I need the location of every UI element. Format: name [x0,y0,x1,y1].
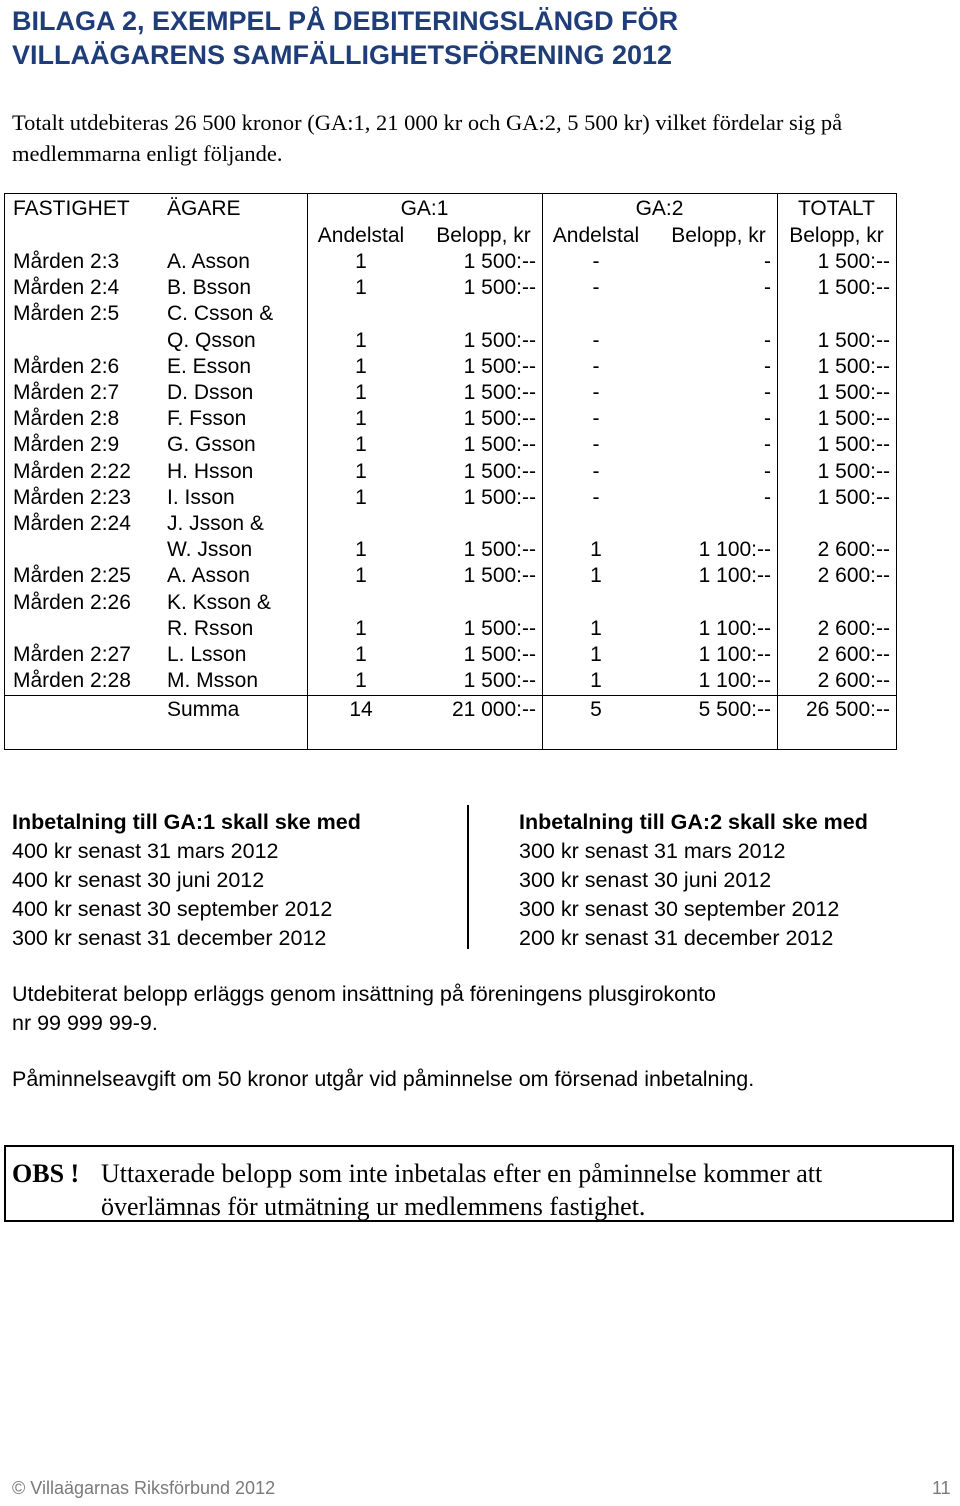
cell-andelstal-ga1: 1 [355,354,367,378]
cell-belopp-ga1: 1 500:-- [463,669,536,693]
cell-total: 1 500:-- [817,381,890,404]
payment-ga1-line: 400 kr senast 31 mars 2012 [12,839,279,863]
sum-total: 26 500:-- [805,698,890,721]
cell-belopp-ga2: - [764,250,771,273]
cell-fastighet: Mården 2:22 [13,459,131,483]
sum-andelstal-ga1: 14 [349,698,373,721]
cell-andelstal-ga2: - [592,381,600,404]
subheader-belopp-ga2: Belopp, kr [671,224,766,247]
subheader-andelstal-ga1: Andelstal [317,224,405,247]
cell-andelstal-ga2: - [592,485,600,509]
header-ga2: GA:2 [635,197,684,220]
cell-total: 2 600:-- [817,669,890,693]
cell-andelstal-ga1: 1 [355,643,367,666]
cell-agare: M. Msson [167,669,259,693]
cell-belopp-ga1: 1 500:-- [463,538,536,562]
cell-andelstal-ga2: 1 [590,564,602,588]
footer-copyright: © Villaägarnas Riksförbund 2012 [12,1478,276,1498]
cell-fastighet: Mården 2:9 [13,433,120,457]
cell-total: 1 500:-- [817,459,890,483]
cell-agare: G. Gsson [167,433,256,457]
title-line-2: VILLAÄGARENS SAMFÄLLIGHETSFÖRENING 2012 [12,40,673,70]
cell-andelstal-ga1: 1 [355,485,367,509]
cell-belopp-ga1: 1 500:-- [463,250,536,273]
cell-andelstal-ga2: 1 [590,538,602,562]
cell-andelstal-ga1: 1 [355,459,367,483]
cell-belopp-ga2: - [764,433,771,457]
cell-agare: L. Lsson [167,643,247,666]
payment-ga2-line: 300 kr senast 31 mars 2012 [519,839,786,863]
cell-belopp-ga1: 1 500:-- [463,616,536,640]
cell-fastighet: Mården 2:3 [13,250,120,273]
cell-andelstal-ga1: 1 [355,381,367,404]
cell-belopp-ga2: - [764,407,771,431]
cell-andelstal-ga2: - [592,354,600,378]
cell-andelstal-ga1: 1 [355,433,367,457]
cell-andelstal-ga2: 1 [590,643,602,666]
cell-belopp-ga2: - [764,381,771,404]
sum-belopp-ga2: 5 500:-- [698,698,771,721]
obs-label: OBS ! [12,1159,80,1188]
obs-box [4,1145,954,1222]
cell-belopp-ga2: 1 100:-- [698,616,771,640]
account-info-line-1: Utdebiterat belopp erläggs genom insättning på föreningens plusgirokonto [12,982,716,1006]
payment-ga2 [519,808,868,953]
payment-ga1-line: 400 kr senast 30 september 2012 [12,897,333,921]
account-info [12,980,716,1038]
obs-line-1: Uttaxerade belopp som inte inbetalas efter en påminnelse kommer att [101,1159,823,1188]
cell-agare: B. Bsson [167,276,252,300]
cell-andelstal-ga1: 1 [355,564,367,588]
header-ga1: GA:1 [400,197,449,220]
title-line-1: BILAGA 2, EXEMPEL PÅ DEBITERINGSLÄNGD FÖR [12,6,679,36]
cell-total: 2 600:-- [817,643,890,666]
cell-total: 1 500:-- [817,328,890,352]
cell-agare: E. Esson [167,354,252,378]
cell-belopp-ga2: - [764,459,771,483]
cell-belopp-ga1: 1 500:-- [463,354,536,378]
payment-ga1-heading: Inbetalning till GA:1 skall ske med [12,810,361,834]
cell-total: 2 600:-- [817,564,890,588]
cell-andelstal-ga2: 1 [590,669,602,693]
cell-andelstal-ga2: - [592,250,600,273]
cell-fastighet: Mården 2:23 [13,485,131,509]
cell-agare: K. Ksson & [167,590,271,614]
sum-label: Summa [167,698,240,721]
cell-belopp-ga1: 1 500:-- [463,564,536,588]
payment-ga2-heading: Inbetalning till GA:2 skall ske med [519,810,868,834]
sum-rule [5,695,896,696]
header-agare: ÄGARE [167,197,241,220]
cell-total: 1 500:-- [817,407,890,431]
cell-agare: I. Isson [167,485,235,509]
cell-agare: F. Fsson [167,407,247,431]
cell-andelstal-ga2: 1 [590,616,602,640]
cell-agare: A. Asson [167,250,250,273]
payment-ga1-line: 400 kr senast 30 juni 2012 [12,868,265,892]
cell-belopp-ga1: 1 500:-- [463,381,536,404]
cell-belopp-ga1: 1 500:-- [463,328,536,352]
payment-ga2-line: 300 kr senast 30 september 2012 [519,897,840,921]
cell-fastighet: Mården 2:24 [13,512,131,535]
sum-belopp-ga1: 21 000:-- [451,698,536,721]
cell-total: 1 500:-- [817,485,890,509]
cell-belopp-ga1: 1 500:-- [463,407,536,431]
cell-fastighet: Mården 2:25 [13,564,131,588]
cell-belopp-ga2: 1 100:-- [698,643,771,666]
cell-fastighet: Mården 2:7 [13,381,120,404]
cell-agare: Q. Qsson [167,328,256,352]
cell-andelstal-ga1: 1 [355,328,367,352]
cell-agare: C. Csson & [167,302,274,326]
footer-page-number: 11 [932,1478,951,1498]
cell-agare: J. Jsson & [167,512,264,535]
cell-belopp-ga2: 1 100:-- [698,669,771,693]
cell-total: 1 500:-- [817,250,890,273]
cell-fastighet: Mården 2:28 [13,669,131,693]
cell-total: 1 500:-- [817,276,890,300]
cell-andelstal-ga1: 1 [355,276,367,300]
cell-andelstal-ga1: 1 [355,616,367,640]
cell-belopp-ga1: 1 500:-- [463,433,536,457]
cell-belopp-ga2: - [764,354,771,378]
cell-andelstal-ga2: - [592,328,600,352]
header-totalt: TOTALT [797,197,875,220]
subheader-belopp-ga1: Belopp, kr [436,224,531,247]
cell-belopp-ga2: - [764,276,771,300]
reminder-info: Påminnelseavgift om 50 kronor utgår vid påminnelse om försenad inbetalning. [12,1067,755,1091]
cell-total: 1 500:-- [817,354,890,378]
cell-total: 2 600:-- [817,616,890,640]
cell-andelstal-ga1: 1 [355,538,367,562]
obs-text [101,1157,941,1223]
cell-total: 1 500:-- [817,433,890,457]
payment-ga1 [12,808,361,953]
payment-ga2-line: 300 kr senast 30 juni 2012 [519,868,772,892]
payment-ga1-line: 300 kr senast 31 december 2012 [12,926,327,950]
debit-table [4,193,897,750]
cell-andelstal-ga1: 1 [355,250,367,273]
cell-fastighet: Mården 2:4 [13,276,120,300]
cell-belopp-ga2: 1 100:-- [698,538,771,562]
cell-andelstal-ga2: - [592,407,600,431]
cell-agare: D. Dsson [167,381,254,404]
obs-line-2: överlämnas för utmätning ur medlemmens fastighet. [101,1192,646,1221]
cell-andelstal-ga2: - [592,433,600,457]
cell-belopp-ga1: 1 500:-- [463,276,536,300]
cell-belopp-ga1: 1 500:-- [463,643,536,666]
cell-andelstal-ga1: 1 [355,407,367,431]
cell-belopp-ga2: - [764,485,771,509]
cell-agare: H. Hsson [167,459,254,483]
subheader-belopp-total: Belopp, kr [789,224,884,247]
cell-andelstal-ga1: 1 [355,669,367,693]
cell-fastighet: Mården 2:5 [13,302,120,326]
intro-line-1: Totalt utdebiteras 26 500 kronor (GA:1, 21 000 kr och GA:2, 5 500 kr) vilket fördelar sig på [12,110,843,135]
document-title [12,4,678,72]
cell-fastighet: Mården 2:26 [13,590,131,614]
subheader-andelstal-ga2: Andelstal [552,224,640,247]
account-info-line-2: nr 99 999 99-9. [12,1011,158,1035]
cell-andelstal-ga2: - [592,276,600,300]
payment-ga2-line: 200 kr senast 31 december 2012 [519,926,834,950]
cell-agare: R. Rsson [167,616,254,640]
cell-andelstal-ga2: - [592,459,600,483]
cell-fastighet: Mården 2:6 [13,354,120,378]
cell-belopp-ga1: 1 500:-- [463,485,536,509]
cell-belopp-ga2: 1 100:-- [698,564,771,588]
payment-divider [467,805,469,949]
cell-belopp-ga2: - [764,328,771,352]
header-fastighet: FASTIGHET [13,197,130,220]
cell-total: 2 600:-- [817,538,890,562]
cell-agare: A. Asson [167,564,250,588]
sum-andelstal-ga2: 5 [590,698,602,721]
intro-line-2: medlemmarna enligt följande. [12,141,283,166]
intro-paragraph [12,107,952,169]
cell-fastighet: Mården 2:27 [13,643,131,666]
cell-belopp-ga1: 1 500:-- [463,459,536,483]
cell-agare: W. Jsson [167,538,253,562]
cell-fastighet: Mården 2:8 [13,407,120,431]
